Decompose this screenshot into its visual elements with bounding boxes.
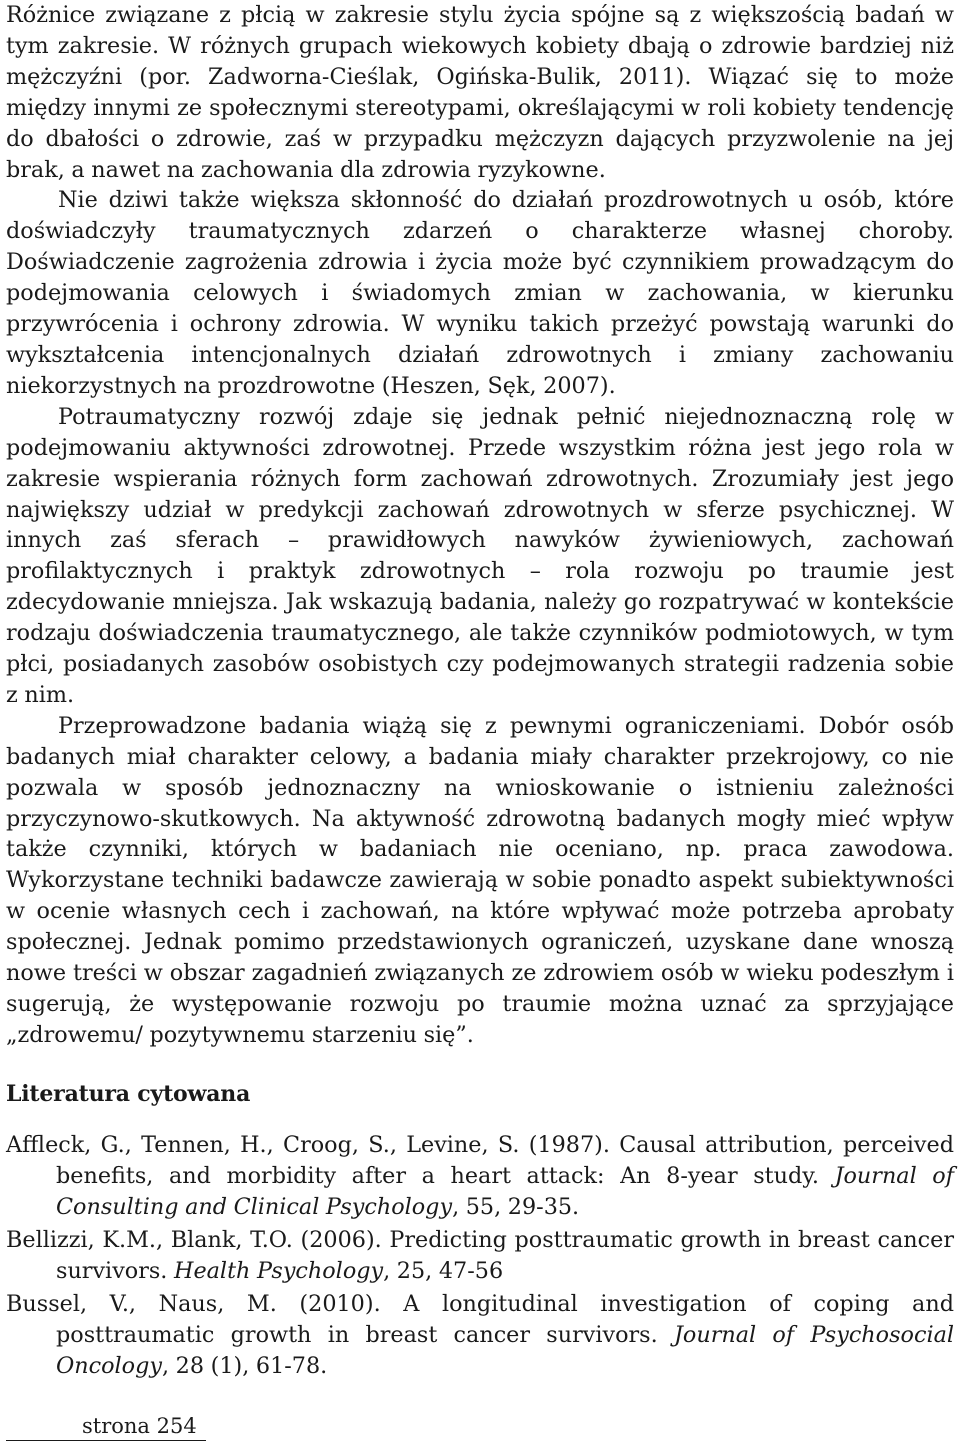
footer-rule	[6, 1440, 206, 1441]
reference-details: , 28 (1), 61-78.	[161, 1353, 328, 1379]
references-heading: Literatura cytowana	[6, 1081, 251, 1107]
reference-journal: Journal of Consulting and Clinical Psychology	[56, 1163, 954, 1220]
reference-item	[6, 1225, 954, 1287]
reference-journal: Journal of Psychosocial Oncology	[56, 1322, 954, 1379]
paragraph-3: Potraumatyczny rozwój zdaje się jednak pełnić niejednoznaczną rolę w podejmowaniu aktywności zdrowotnej. Przede wszystkim różna jest jego rola w zakresie wspierania różnych form zachowań zdrowotnych. Zrozumiały jest jego największy udział w predykcji zachowań zdrowotnych w sferze psychicznej. W innych zaś sferach – prawidłowych nawyków żywieniowych, zachowań profilaktycznych i praktyk zdrowotnych – rola rozwoju po traumie jest zdecydowanie mniejsza. Jak wskazują badania, należy go rozpatrywać w kontekście rodzaju doświadczenia traumatycznego, ale także czynników podmiotowych, w tym płci, posiadanych zasobów osobistych czy podejmowanych strategii radzenia sobie z nim.	[6, 403, 954, 708]
paragraph-4: Przeprowadzone badania wiążą się z pewnymi ograniczeniami. Dobór osób badanych miał charakter celowy, a badania miały charakter przekrojowy, co nie pozwala w sposób jednoznaczny na wnioskowanie o istnieniu zależności przyczynowo-skutkowych. Na aktywność zdrowotną badanych mogły mieć wpływ także czynniki, których w badaniach nie oceniano, np. praca zawodowa. Wykorzystane techniki badawcze zawierają w sobie ponadto aspekt subiektywności w ocenie własnych cech i zachowań, na które wpływać może potrzeba aprobaty społecznej. Jednak pomimo przedstawionych ograniczeń, uzyskane dane wnoszą nowe treści w obszar zagadnień związanych ze zdrowiem osób w wieku podeszłym i sugerują, że występowanie rozwoju po traumie można uznać za sprzyjające „zdrowemu/ pozytywnemu starzeniu się”.	[6, 712, 954, 1048]
reference-item	[6, 1130, 954, 1223]
reference-text: Bussel, V., Naus, M. (2010). A longitudinal investigation of coping and posttraumatic growth in breast cancer survivors.	[6, 1291, 954, 1348]
reference-details: , 55, 29-35.	[452, 1194, 580, 1220]
reference-item	[6, 1289, 954, 1382]
reference-details: , 25, 47-56	[383, 1258, 504, 1284]
references-list	[6, 1130, 954, 1384]
paragraph-2: Nie dziwi także większa skłonność do działań prozdrowotnych u osób, które doświadczyły traumatycznych zdarzeń o charakterze własnej choroby. Doświadczenie zagrożenia zdrowia i życia może być czynnikiem prowadzącym do podejmowania celowych i świadomych zmian w zachowania, w kierunku przywrócenia i ochrony zdrowia. W wyniku takich przeżyć powstają warunki do wykształcenia intencjonalnych działań zdrowotnych i zmiany zachowaniu niekorzystnych na prozdrowotne (Heszen, Sęk, 2007).	[6, 187, 954, 399]
reference-text: Affleck, G., Tennen, H., Croog, S., Levine, S. (1987). Causal attribution, perceived benefits, and morbidity after a heart attack: An 8-year study.	[6, 1132, 954, 1189]
body-text	[6, 0, 954, 1051]
page-number: strona 254	[82, 1414, 197, 1438]
reference-text: Bellizzi, K.M., Blank, T.O. (2006). Predicting posttraumatic growth in breast cancer survivors.	[6, 1227, 954, 1284]
paragraph-1: Różnice związane z płcią w zakresie stylu życia spójne są z większością badań w tym zakresie. W różnych grupach wiekowych kobiety dbają o zdrowie bardziej niż mężczyźni (por. Zadworna-Cieślak, Ogińska-Bulik, 2011). Wiązać się to może między innymi ze społecznymi stereotypami, określającymi w roli kobiety tendencję do dbałości o zdrowie, zaś w przypadku mężczyzn dających przyzwolenie na jej brak, a nawet na zachowania dla zdrowia ryzykowne.	[6, 2, 954, 183]
reference-journal: Health Psychology	[174, 1258, 384, 1284]
